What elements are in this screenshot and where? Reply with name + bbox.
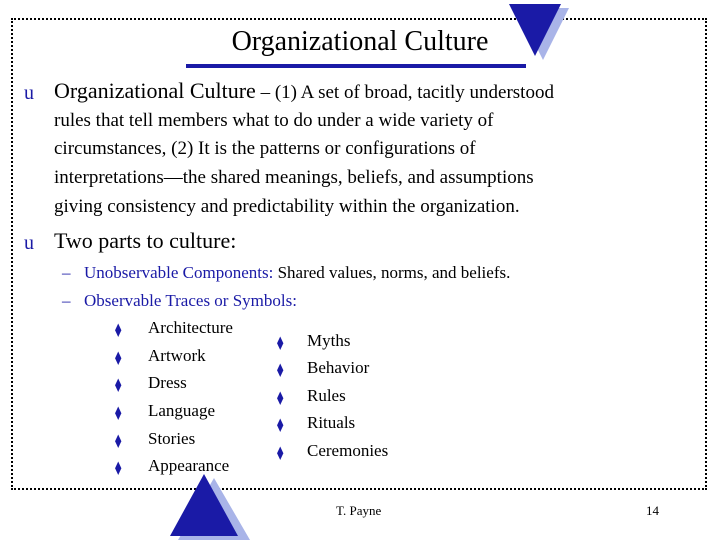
slide-title: Organizational Culture <box>231 26 489 57</box>
diamond-bullet-icon: ⧫ <box>115 377 122 392</box>
bullet-1-rest: – (1) A set of broad, tacitly understood <box>255 82 554 103</box>
bullet-icon: u <box>24 232 34 254</box>
subbullet-rest: Shared values, norms, and beliefs. <box>273 263 511 282</box>
symbol-item: Ceremonies <box>307 441 389 460</box>
top-triangle-icon <box>503 2 571 64</box>
diamond-bullet-icon: ⧫ <box>277 445 284 460</box>
subbullet-unobservable <box>84 263 510 283</box>
title-underline <box>186 64 526 68</box>
symbol-item: Architecture <box>148 318 233 337</box>
symbol-item: Appearance <box>148 456 230 475</box>
diamond-bullet-icon: ⧫ <box>115 405 122 420</box>
diamond-bullet-icon: ⧫ <box>115 350 122 365</box>
bullet-1-line: giving consistency and predictability within the organization. <box>54 196 520 217</box>
symbol-item: Rules <box>307 386 346 405</box>
bullet-2-text: Two parts to culture: <box>54 228 237 253</box>
symbol-item: Myths <box>307 331 351 350</box>
symbol-item: Stories <box>148 429 196 448</box>
symbol-item: Language <box>148 401 216 420</box>
bullet-1-line: circumstances, (2) It is the patterns or configurations of <box>54 138 476 159</box>
footer-page-number: 14 <box>646 503 659 518</box>
bullet-icon: u <box>24 82 34 104</box>
diamond-bullet-icon: ⧫ <box>277 417 284 432</box>
bullet-1-line: rules that tell members what to do under a wide variety of <box>54 110 494 131</box>
subbullet-observable <box>84 291 297 311</box>
footer-author: T. Payne <box>336 503 382 518</box>
diamond-bullet-icon: ⧫ <box>115 433 122 448</box>
diamond-bullet-icon: ⧫ <box>115 322 122 337</box>
diamond-bullet-icon: ⧫ <box>115 460 122 475</box>
diamond-bullet-icon: ⧫ <box>277 390 284 405</box>
symbol-item: Dress <box>148 373 187 392</box>
diamond-bullet-icon: ⧫ <box>277 362 284 377</box>
symbol-item: Behavior <box>307 358 370 377</box>
bullet-1-first-line <box>54 76 554 108</box>
diamond-bullet-icon: ⧫ <box>277 335 284 350</box>
dash-icon: – <box>62 263 71 282</box>
dash-icon: – <box>62 291 71 310</box>
subbullet-label: Unobservable Components: <box>84 263 274 282</box>
bullet-1-line: interpretations—the shared meanings, beliefs, and assumptions <box>54 167 534 188</box>
symbol-item: Rituals <box>307 413 356 432</box>
symbol-item: Artwork <box>148 346 206 365</box>
bullet-1-term: Organizational Culture <box>54 78 256 103</box>
bottom-triangle-icon <box>166 474 252 540</box>
subbullet-label: Observable Traces or Symbols: <box>84 291 297 310</box>
